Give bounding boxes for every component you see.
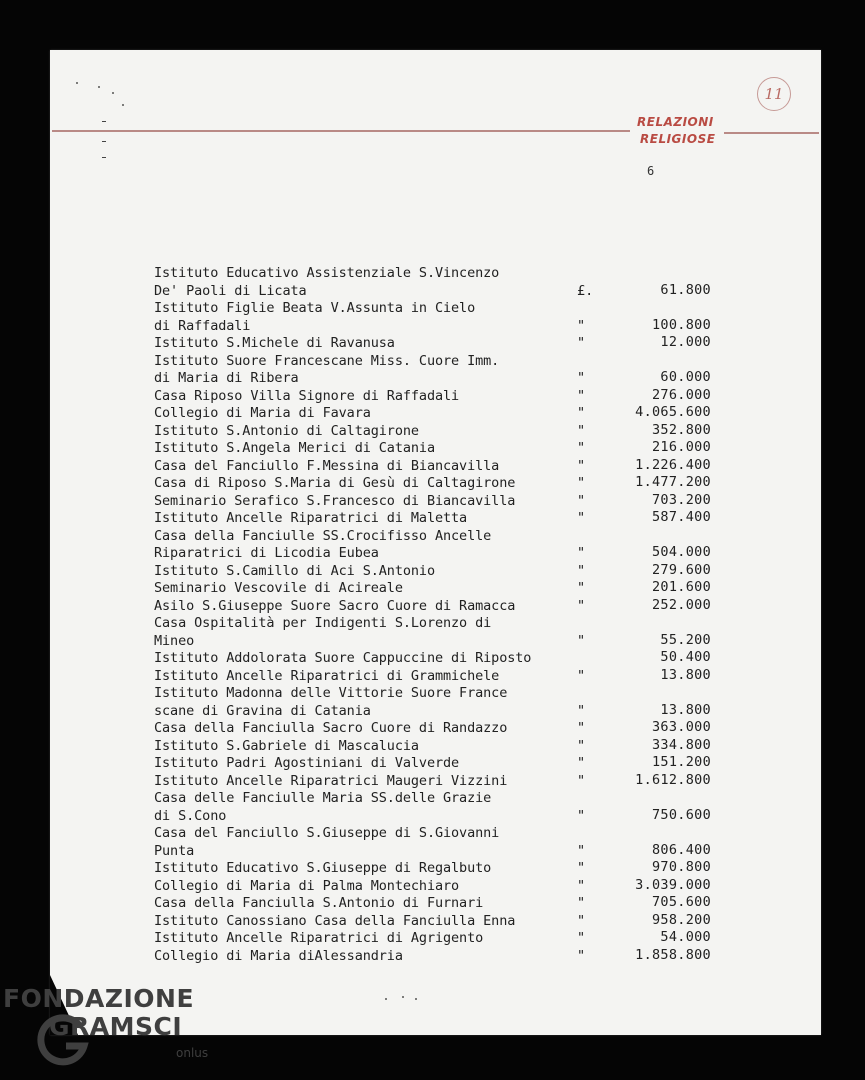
- entry-currency: ": [577, 317, 586, 334]
- entry-row: [153, 423, 773, 441]
- entry-row: [153, 685, 773, 720]
- entry-name-line: Istituto Figlie Beata V.Assunta in Cielo: [154, 300, 476, 316]
- entry-currency: ": [577, 387, 586, 404]
- paper-speck: [76, 82, 78, 84]
- entry-name-line: Istituto Ancelle Riparatrici di Grammichele: [154, 667, 500, 684]
- entry-currency: ": [577, 440, 586, 456]
- entry-name-line: di Raffadali: [154, 317, 251, 334]
- entry-name-line: Istituto Ancelle Riparatrici Maugeri Vizzini: [154, 772, 508, 789]
- entry-amount: 61.800: [660, 281, 711, 298]
- entry-row: [153, 563, 773, 581]
- entry-name-line: Collegio di Maria di Favara: [154, 405, 371, 421]
- entry-row: [153, 510, 773, 528]
- entry-currency: ": [577, 492, 586, 509]
- entry-row: [153, 528, 773, 563]
- entry-currency: ": [577, 877, 586, 894]
- entry-row: [153, 493, 773, 511]
- entry-name-line: Collegio di Maria di Palma Montechiaro: [154, 877, 460, 894]
- entry-amount: 279.600: [652, 561, 711, 578]
- section-header: [637, 114, 715, 148]
- entry-row: [153, 650, 773, 668]
- entry-currency: £.: [577, 282, 594, 299]
- entry-row: [153, 458, 773, 476]
- entry-currency: ": [577, 632, 586, 649]
- entry-amount: 50.400: [660, 649, 711, 665]
- entry-name-line: Istituto S.Angela Merici di Catania: [154, 440, 435, 456]
- entry-name-line: Istituto Educativo S.Giuseppe di Regalbuto: [154, 860, 492, 876]
- entry-row: [153, 860, 773, 878]
- entry-currency: ": [577, 667, 586, 684]
- entry-row: [153, 405, 773, 423]
- entry-name-line: di Maria di Ribera: [154, 370, 299, 386]
- entry-row: [153, 755, 773, 773]
- entry-currency: ": [577, 475, 586, 491]
- entry-name-line: Asilo S.Giuseppe Suore Sacro Cuore di Ramacca: [154, 597, 516, 614]
- entry-amount: 151.200: [652, 754, 711, 770]
- entry-name-line: De' Paoli di Licata: [154, 282, 307, 299]
- entry-name-line: Istituto Canossiano Casa della Fanciulla Enna: [154, 912, 516, 929]
- entry-currency: ": [577, 510, 586, 526]
- entry-amount: 504.000: [652, 544, 711, 560]
- paper-speck: [385, 998, 387, 1000]
- entry-name-line: Istituto S.Michele di Ravanusa: [154, 335, 395, 351]
- entry-name-line: Istituto Educativo Assistenziale S.Vincenzo: [154, 265, 500, 281]
- entry-row: [153, 895, 773, 913]
- entry-row: [153, 353, 773, 388]
- entry-amount: 750.600: [652, 806, 711, 823]
- entry-amount: 806.400: [652, 841, 711, 858]
- entry-name-line: Punta: [154, 842, 195, 859]
- entry-currency: ": [577, 457, 586, 474]
- institution-list: [153, 265, 773, 965]
- watermark-line-2: GRAMSCI: [49, 1012, 183, 1041]
- entry-amount: 13.800: [660, 701, 711, 718]
- entry-name-line: Istituto Padri Agostiniani di Valverde: [154, 755, 460, 771]
- paper-mark: [102, 157, 106, 158]
- document-page: [50, 50, 821, 1035]
- entry-amount: 334.800: [652, 736, 711, 753]
- entry-row: [153, 668, 773, 686]
- entry-name-line: Istituto Ancelle Riparatrici di Maletta: [154, 510, 468, 526]
- entry-name-line: Seminario Vescovile di Acireale: [154, 580, 403, 596]
- paper-mark: [102, 121, 106, 122]
- entry-name-line: scane di Gravina di Catania: [154, 702, 371, 719]
- entry-currency: ": [577, 842, 586, 859]
- entry-currency: ": [577, 895, 586, 911]
- header-line-1: RELAZIONI: [637, 115, 714, 129]
- entry-name-line: Istituto Suore Francescane Miss. Cuore Imm.: [154, 352, 500, 369]
- entry-currency: ": [577, 947, 586, 964]
- entry-name-line: Casa del Fanciullo S.Giuseppe di S.Giovanni: [154, 825, 500, 841]
- entry-row: [153, 878, 773, 896]
- paper-speck: [98, 86, 100, 88]
- entry-name-line: Istituto S.Antonio di Caltagirone: [154, 422, 419, 439]
- entry-amount: 12.000: [660, 334, 711, 350]
- entry-name-line: Casa del Fanciullo F.Messina di Biancavilla: [154, 457, 500, 474]
- entry-row: [153, 300, 773, 335]
- watermark-line-1: FONDAZIONE: [3, 984, 195, 1013]
- entry-name-line: Istituto S.Camillo di Aci S.Antonio: [154, 562, 435, 579]
- entry-name-line: Istituto S.Gabriele di Mascalucia: [154, 737, 419, 754]
- entry-name-line: Collegio di Maria diAlessandria: [154, 947, 403, 964]
- entry-name-line: Istituto Addolorata Suore Cappuccine di Riposto: [154, 650, 532, 666]
- entry-row: [153, 580, 773, 598]
- entry-row: [153, 825, 773, 860]
- entry-name-line: Casa della Fanciulla S.Antonio di Furnari: [154, 895, 484, 911]
- entry-amount: 276.000: [652, 386, 711, 403]
- entry-row: [153, 335, 773, 353]
- entry-name-line: Seminario Serafico S.Francesco di Biancavilla: [154, 492, 516, 509]
- entry-amount: 363.000: [652, 719, 711, 735]
- entry-amount: 3.039.000: [635, 876, 711, 893]
- entry-amount: 13.800: [660, 666, 711, 683]
- entry-name-line: di S.Cono: [154, 807, 227, 824]
- entry-currency: ": [577, 335, 586, 351]
- entry-row: [153, 738, 773, 756]
- entry-currency: ": [577, 370, 586, 386]
- entry-amount: 1.477.200: [635, 474, 711, 490]
- paper-speck: [415, 998, 417, 1000]
- entry-row: [153, 948, 773, 966]
- header-rule-right: [724, 132, 819, 134]
- entry-row: [153, 913, 773, 931]
- entry-amount: 100.800: [652, 316, 711, 333]
- entry-name-line: Casa Ospitalità per Indigenti S.Lorenzo di: [154, 615, 492, 631]
- entry-currency: ": [577, 422, 586, 439]
- entry-name-line: Casa di Riposo S.Maria di Gesù di Caltagirone: [154, 475, 516, 491]
- entry-currency: ": [577, 807, 586, 824]
- entry-amount: 1.226.400: [635, 456, 711, 473]
- entry-amount: 1.858.800: [635, 946, 711, 963]
- entry-currency: ": [577, 720, 586, 736]
- entry-amount: 216.000: [652, 439, 711, 455]
- entry-row: [153, 440, 773, 458]
- entry-amount: 4.065.600: [635, 404, 711, 420]
- paper-speck: [122, 104, 124, 106]
- header-rule-left: [52, 130, 630, 132]
- entry-currency: ": [577, 702, 586, 719]
- entry-currency: ": [577, 580, 586, 596]
- header-line-2: RELIGIOSE: [640, 132, 716, 146]
- entry-amount: 970.800: [652, 859, 711, 875]
- entry-name-line: Casa della Fanciulle SS.Crocifisso Ancelle: [154, 527, 492, 544]
- entry-row: [153, 388, 773, 406]
- entry-currency: ": [577, 772, 586, 789]
- entry-name-line: Riparatrici di Licodia Eubea: [154, 545, 379, 561]
- entry-name-line: Casa delle Fanciulle Maria SS.delle Grazie: [154, 790, 492, 806]
- entry-currency: ": [577, 930, 586, 946]
- entry-row: [153, 790, 773, 825]
- entry-amount: 60.000: [660, 369, 711, 385]
- entry-amount: 958.200: [652, 911, 711, 928]
- entry-row: [153, 720, 773, 738]
- page-marker: 6: [647, 164, 655, 178]
- entry-currency: ": [577, 860, 586, 876]
- entry-currency: ": [577, 737, 586, 754]
- entry-row: [153, 265, 773, 300]
- entry-name-line: Mineo: [154, 632, 195, 649]
- entry-row: [153, 615, 773, 650]
- entry-amount: 703.200: [652, 491, 711, 508]
- entry-currency: ": [577, 912, 586, 929]
- entry-amount: 587.400: [652, 509, 711, 525]
- entry-row: [153, 475, 773, 493]
- entry-amount: 352.800: [652, 421, 711, 438]
- entry-amount: 252.000: [652, 596, 711, 613]
- entry-row: [153, 598, 773, 616]
- paper-mark: [102, 141, 106, 142]
- entry-currency: ": [577, 405, 586, 421]
- paper-speck: [112, 92, 114, 94]
- entry-currency: ": [577, 562, 586, 579]
- entry-name-line: Istituto Ancelle Riparatrici di Agrigento: [154, 930, 484, 946]
- entry-row: [153, 930, 773, 948]
- entry-amount: 54.000: [660, 929, 711, 945]
- watermark-suffix: onlus: [176, 1046, 209, 1060]
- paper-speck: [402, 996, 404, 998]
- entry-name-line: Istituto Madonna delle Vittorie Suore France: [154, 685, 508, 701]
- entry-name-line: Casa Riposo Villa Signore di Raffadali: [154, 387, 460, 404]
- watermark: [3, 985, 194, 1041]
- entry-name-line: Casa della Fanciulla Sacro Cuore di Randazzo: [154, 720, 508, 736]
- entry-amount: 201.600: [652, 579, 711, 595]
- entry-currency: ": [577, 597, 586, 614]
- entry-amount: 55.200: [660, 631, 711, 648]
- entry-amount: 705.600: [652, 894, 711, 910]
- entry-currency: ": [577, 545, 586, 561]
- entry-currency: ": [577, 755, 586, 771]
- entry-row: [153, 773, 773, 791]
- page-stamp: 11: [757, 77, 791, 111]
- entry-amount: 1.612.800: [635, 771, 711, 788]
